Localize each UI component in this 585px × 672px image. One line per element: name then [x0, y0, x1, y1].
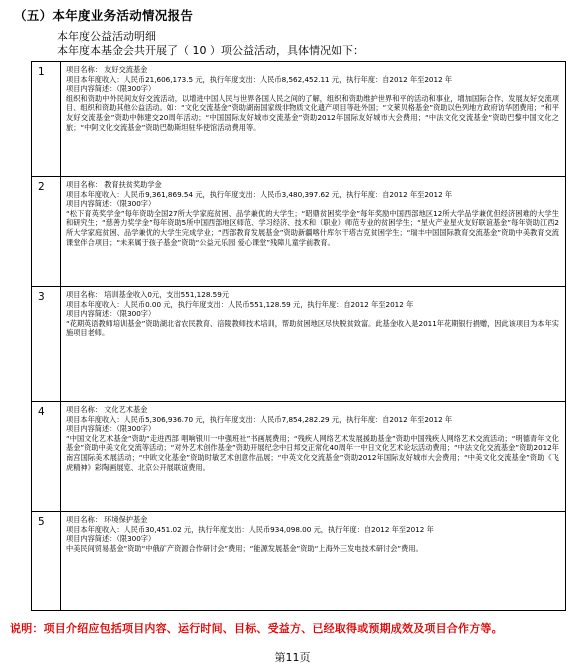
row-content: [66, 515, 559, 553]
project-finance: 项目本年度收入：人民币21,606,173.5 元，执行年度支出：人民币8,562,452.11 元，执行年度：自2012 年至2012 年: [66, 74, 453, 84]
row-content: [66, 290, 559, 338]
project-name: 项目名称： 环境保护基金: [66, 515, 148, 524]
project-finance: 项目本年度收入：人民币5,306,936.70 元，执行年度支出：人民币7,854,282.29 元，执行年度：自2012 年至2012 年: [66, 414, 453, 424]
row-content: [66, 180, 559, 247]
table-row: [32, 512, 565, 610]
row-number: 2: [38, 181, 45, 193]
project-summary-label: 项目内容简述：（限300字）: [66, 199, 156, 209]
row-content: [66, 65, 559, 132]
project-summary-label: 项目内容简述：（限300字）: [66, 534, 156, 544]
project-name: 项目名称： 培训基金收入0元，支出551,128.59元: [66, 290, 230, 299]
section-heading: （五）本年度业务活动情况报告: [14, 8, 194, 23]
row-number: 3: [38, 291, 45, 303]
footnote: 说明：项目介绍应包括项目内容、运行时间、目标、受益方、已经取得或预期成效及项目合作方等。: [10, 622, 503, 635]
row-content: [66, 405, 559, 472]
table-row: [32, 402, 565, 512]
project-name: 项目名称： 教育扶贫奖助学金: [66, 180, 162, 189]
project-summary-label: 项目内容简述：（限300字）: [66, 424, 156, 434]
project-summary-label: 项目内容简述：（限300字）: [66, 309, 156, 319]
table-row: [32, 62, 565, 177]
project-finance: 项目本年度收入：人民币0.00 元，执行年度支出：人民币551,128.59 元，执行年度：自2012 年至2012 年: [66, 299, 414, 309]
project-summary: “松下育英奖学金”每年资助全国27所大学家庭贫困、品学兼优的大学生；“昭鼎贫困奖学金”每年奖励中国西部地区12所大学品学兼优但经济困难的大学生和研究生；“慈善力奖学金”每年资助5所中国西部地区师范、学习经济、技术和（职业）师范专业的贫困学生；“星火产业星火友好联谊基金”每年资助江西2所大学家庭贫困、品学兼优的大学生完成学业；“西部教育发展基金”资助新疆喀什库尔干塔吉克贫困学生；“瑞丰中国国际教育交流基金”资助中美教育交流课堂伴合项目；“未来属于孩子基金”资助“公益元乐园 爱心课堂”残障儿童学前教育。: [66, 208, 559, 247]
project-name: 项目名称： 友好交流基金: [66, 65, 148, 74]
project-summary: 中美民间贸易基金”资助“中俄矿产资源合作研讨会”费用；“能源发展基金”资助“上海外三发电技术研讨会”费用。: [66, 543, 423, 553]
table-row: [32, 177, 565, 287]
table-row: [32, 287, 565, 402]
project-name: 项目名称： 文化艺术基金: [66, 405, 148, 414]
project-summary-label: 项目内容简述：（限300字）: [66, 84, 156, 94]
page-number: 第11页: [274, 651, 311, 664]
subheading-activity-count: 本年度本基金会共开展了（ 10 ）项公益活动，具体情况如下：: [57, 44, 364, 57]
row-number: 5: [38, 516, 45, 528]
project-finance: 项目本年度收入：人民币30,451.02 元，执行年度支出：人民币934,098.00 元，执行年度：自2012 年至2012 年: [66, 524, 434, 534]
project-summary: “花期英语教师培训基金”资助湖北省农民教育、涪陵教师技术培训，帮助贫困地区尽快脱贫致富。此基金收入是2011年花期银行捐赠，因此该项目为本年实施项目老师。: [66, 318, 559, 338]
project-summary: “中国文化艺术基金”资助“走进西部 唱响银川一中强班社”书画展费用；“残疾人网络艺术发展援助基金”资助中国残疾人网络艺术交流活动；“明德青年文化基金”资助中美文化交流等活动；“对外艺术创作基金”资助开展纪念中日邦交正常化40周年一中日文化艺术论坛活动费用；“中法文化交流基金”资助2012年南宫国际美术展活动；“中欧文化基金”资助时敏艺术创意作品展；“中英文化交流基金”资助2012年国际友好城市大会费用；“中美文化交流基金”资助《飞虎精神》彩陶画展览、北京公开展联谊费用。: [66, 433, 559, 472]
subheading-activity-detail: 本年度公益活动明细: [57, 30, 156, 43]
row-number: 1: [38, 66, 45, 78]
project-finance: 项目本年度收入：人民币9,361,869.54 元，执行年度支出：人民币3,480,397.62 元，执行年度：自2012 年至2012 年: [66, 189, 453, 199]
row-number: 4: [38, 406, 45, 418]
project-summary: 组织和资助中外民间友好交流活动，以增进中国人民与世界各国人民之间的了解，组织和资助维护世界和平的活动和事业，增加国际合作、发展友好交流项目、组织和资助其他公益活动。如：“文化交流基金”资助湖南国家级非物质文化遗产项目等赴外国；“文莱贝格基金”资助以色列地方政府访华团费用；“和平友好交流基金”资助中韩建交20周年活动；“中国国际友好城市交流基金”资助2012年国际友好城市大会费用；“中法文化交流基金”资助巴黎中国文化之旅；“中阿文化交流基金”资助巴勒斯坦驻华使馆活动费用等。: [66, 93, 560, 132]
activity-table: [31, 61, 566, 611]
